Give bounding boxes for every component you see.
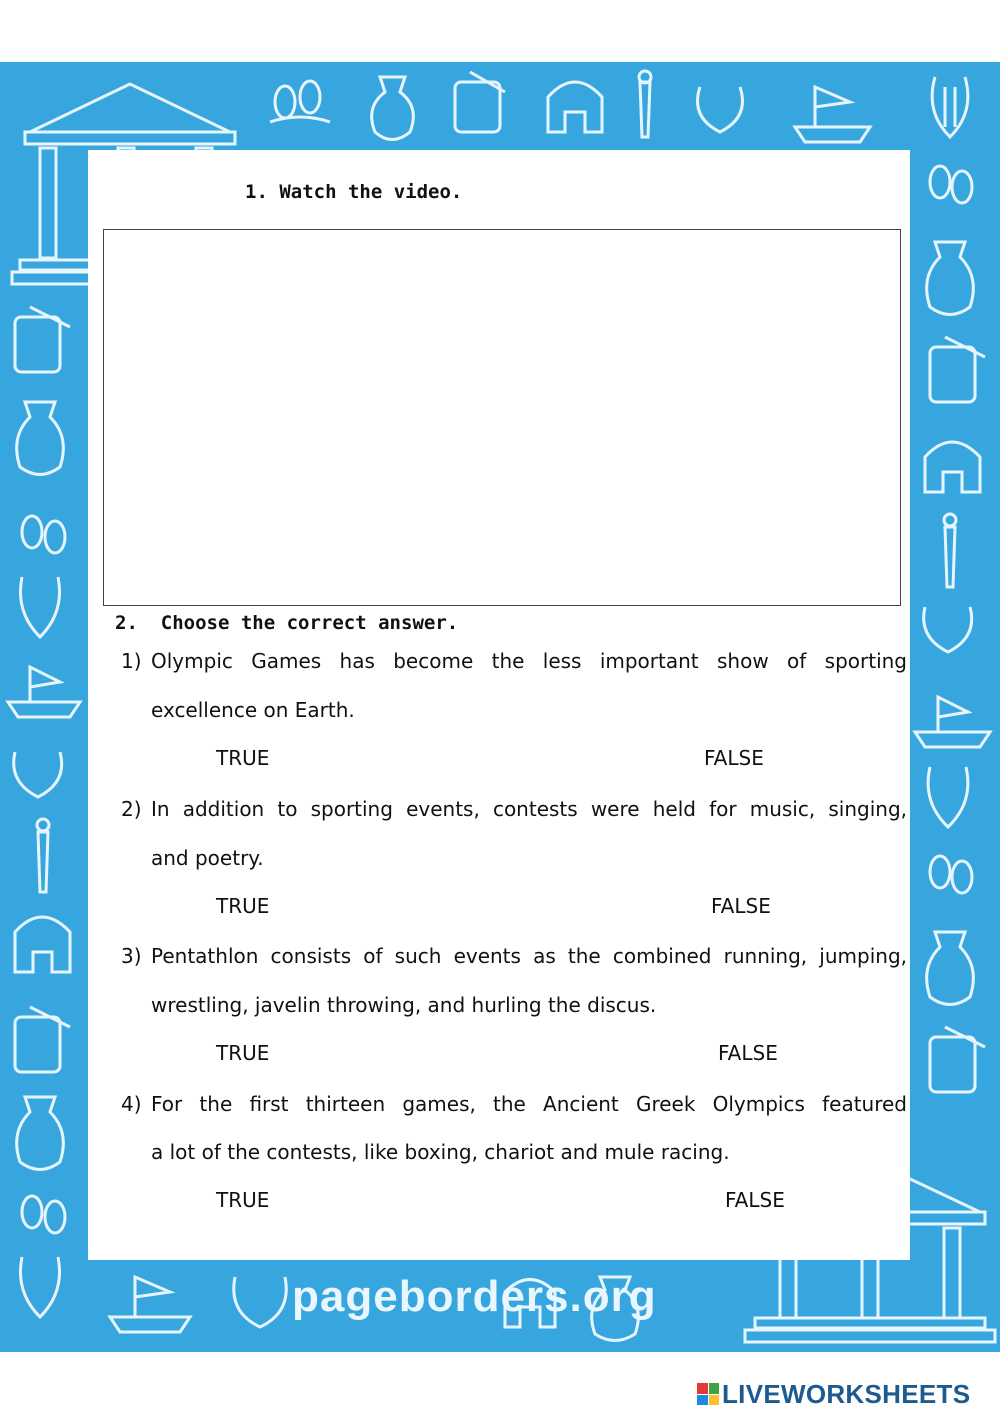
scroll-icon	[930, 1027, 985, 1092]
question-2-line-2: and poetry.	[151, 846, 264, 870]
question-1-number: 1)	[121, 649, 142, 673]
amphora-icon	[17, 1097, 64, 1170]
helmet-icon	[548, 82, 602, 132]
question-4-line-2: a lot of the contests, like boxing, chariot and mule racing.	[151, 1140, 730, 1164]
olive-branch-icon	[930, 856, 972, 893]
olive-branch-icon	[22, 1196, 65, 1233]
torch-icon	[639, 71, 651, 137]
question-3-false-option[interactable]: FALSE	[718, 1041, 778, 1065]
laurel-wreath-icon	[14, 752, 62, 797]
liveworksheets-logo	[697, 1378, 970, 1410]
helmet-icon	[925, 442, 980, 492]
question-1-false-option[interactable]: FALSE	[704, 746, 764, 770]
question-3-true-option[interactable]: TRUE	[216, 1041, 270, 1065]
section-2-number: 2.	[115, 612, 138, 634]
amphora-icon	[17, 402, 64, 475]
laurel-wreath-icon	[924, 607, 972, 652]
olive-branch-icon	[270, 81, 330, 122]
lyre-icon	[928, 767, 968, 827]
section-1-number: 1.	[245, 181, 268, 203]
ship-icon	[795, 87, 870, 142]
question-4-false-option[interactable]: FALSE	[725, 1188, 785, 1212]
question-4-number: 4)	[121, 1092, 142, 1116]
section-1-heading	[245, 181, 462, 203]
liveworksheets-logo-text: LIVEWORKSHEETS	[722, 1378, 971, 1409]
liveworksheets-logo-icon	[697, 1383, 719, 1405]
question-1-true-option[interactable]: TRUE	[216, 746, 270, 770]
question-4-line-1: For the first thirteen games, the Ancient Greek Olympics featured	[151, 1092, 907, 1116]
section-2-title: Choose the correct answer.	[160, 612, 459, 634]
question-2-number: 2)	[121, 797, 142, 821]
amphora-icon	[927, 932, 974, 1005]
question-1-line-2: excellence on Earth.	[151, 698, 355, 722]
laurel-wreath-icon	[698, 87, 743, 132]
lyre-icon	[932, 77, 968, 137]
question-3-number: 3)	[121, 944, 142, 968]
question-2-line-1: In addition to sporting events, contests were held for music, singing,	[151, 797, 907, 821]
helmet-icon	[15, 917, 70, 972]
amphora-icon	[927, 242, 974, 315]
scroll-icon	[455, 72, 505, 132]
lyre-icon	[20, 1257, 59, 1317]
question-3-line-1: Pentathlon consists of such events as the combined running, jumping,	[151, 944, 907, 968]
ship-icon	[110, 1277, 190, 1332]
scroll-icon	[930, 337, 985, 402]
top-margin	[0, 0, 1000, 62]
video-embed-frame[interactable]	[103, 229, 901, 606]
olive-branch-icon	[930, 166, 972, 203]
torch-icon	[37, 819, 49, 892]
ship-icon	[915, 697, 990, 747]
olive-branch-icon	[22, 516, 65, 553]
question-2-false-option[interactable]: FALSE	[711, 894, 771, 918]
amphora-icon	[372, 77, 414, 140]
question-2-true-option[interactable]: TRUE	[216, 894, 270, 918]
pageborders-watermark: pageborders.org	[292, 1272, 657, 1321]
scroll-icon	[15, 1007, 70, 1072]
section-2-heading	[115, 612, 458, 634]
lyre-icon	[20, 577, 59, 637]
laurel-wreath-icon	[234, 1277, 287, 1327]
torch-icon	[944, 514, 956, 587]
question-3-line-2: wrestling, javelin throwing, and hurling the discus.	[151, 993, 657, 1017]
scroll-icon	[15, 307, 70, 372]
section-1-title: Watch the video.	[279, 181, 463, 203]
ship-icon	[8, 667, 80, 717]
question-4-true-option[interactable]: TRUE	[216, 1188, 270, 1212]
question-1-line-1: Olympic Games has become the less important show of sporting	[151, 649, 907, 673]
